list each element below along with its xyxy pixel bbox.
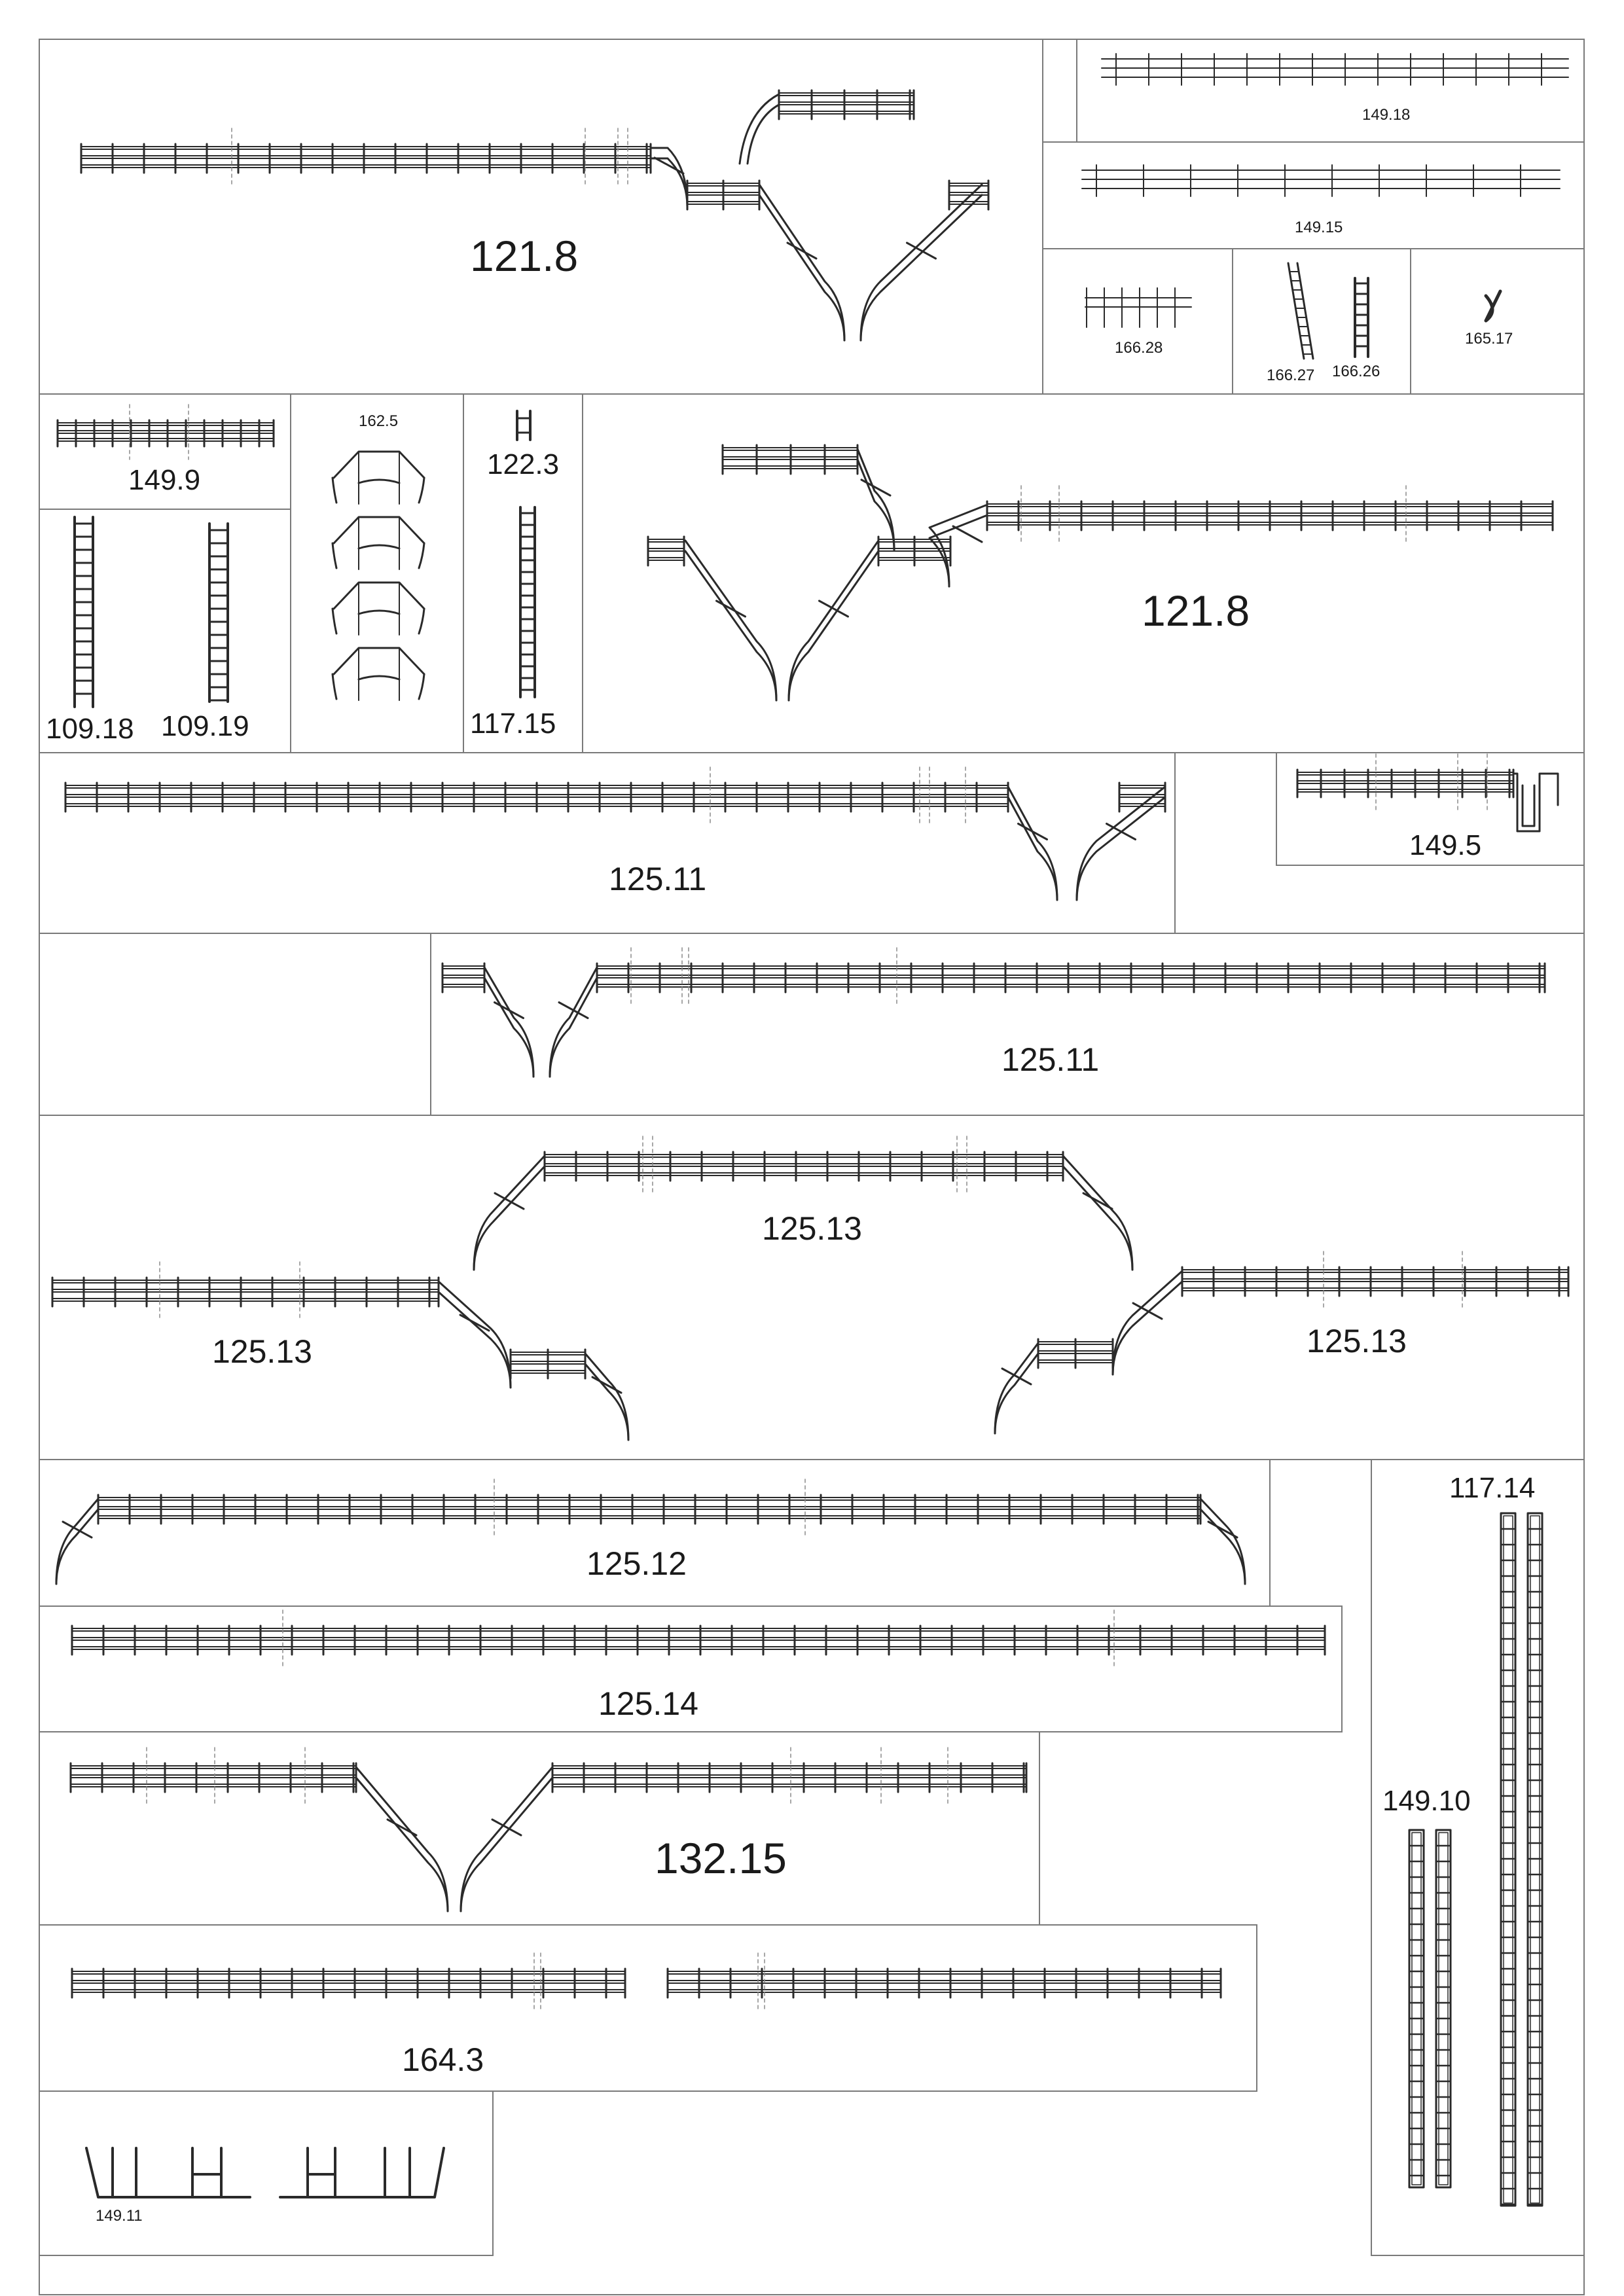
ladder-109-19 (209, 524, 228, 702)
stair-125-11-a-1 (1008, 787, 1057, 900)
part-label-125-13-left: 125.13 (212, 1333, 312, 1370)
part-label-149-9: 149.9 (128, 464, 201, 496)
ladder-117-15 (520, 507, 535, 697)
panel-frame (431, 933, 1584, 1115)
railing-125-13-right-landing (1038, 1339, 1113, 1368)
part-label-121-8-mid: 121.8 (1142, 586, 1250, 635)
railing-125-12 (98, 1479, 1200, 1537)
part-label-164-3: 164.3 (402, 2041, 484, 2078)
railing-125-11-a-short (1119, 783, 1165, 812)
panel-frame (291, 394, 463, 753)
railing-125-14 (72, 1610, 1325, 1668)
panel-frame (39, 1732, 1039, 1925)
railing-149-9 (58, 404, 274, 459)
railing-121-8-mid-long (987, 486, 1553, 543)
stair-132-15-r (461, 1767, 552, 1911)
panel-frame (39, 2091, 493, 2255)
part-label-125-14: 125.14 (598, 1685, 698, 1722)
part-label-149-10: 149.10 (1382, 1785, 1471, 1817)
part-label-109-19: 109.19 (161, 710, 249, 742)
ladder-109-18 (75, 517, 93, 707)
stair-125-13-top-l (474, 1156, 545, 1270)
railing-149-5-step (1513, 774, 1558, 831)
railing-149-15 (1082, 165, 1560, 196)
stair-125-12-r (1200, 1499, 1245, 1584)
railing-132-15-right (552, 1748, 1026, 1805)
panel-frame (1411, 249, 1584, 394)
railing-166-28 (1085, 288, 1191, 327)
part-label-166-27: 166.27 (1267, 367, 1315, 384)
part-label-117-15: 117.15 (470, 708, 556, 740)
part-label-125-12: 125.12 (586, 1545, 687, 1582)
railing-121-8-mid-upper (723, 445, 857, 474)
railing-125-13-left (52, 1262, 439, 1319)
part-label-166-28: 166.28 (1115, 339, 1163, 357)
panel-frame (1043, 249, 1233, 394)
ladder-117-14-a (1501, 1513, 1515, 2206)
railing-132-15-left (71, 1748, 356, 1805)
railing-149-5 (1297, 754, 1513, 810)
railing-121-8-landing (687, 181, 759, 209)
stair-121-8-b (861, 185, 982, 340)
stair-121-8-mid-drop (929, 505, 986, 586)
railing-125-13-right (1182, 1251, 1568, 1309)
railing-149-18 (1102, 54, 1568, 85)
railing-149-11 (86, 2148, 444, 2197)
stair-125-11-b-2 (550, 967, 597, 1077)
stair-121-8-mid-upper (857, 449, 894, 550)
stair-125-13-right (1113, 1271, 1182, 1374)
stair-125-13-top-r (1063, 1156, 1132, 1270)
ladder-149-10-b (1436, 1830, 1451, 2187)
part-label-149-18: 149.18 (1362, 106, 1411, 124)
part-label-149-5: 149.5 (1409, 829, 1482, 861)
part-label-149-11: 149.11 (96, 2207, 143, 2225)
railing-121-8-mid-short (648, 537, 684, 565)
part-label-165-17: 165.17 (1465, 330, 1513, 348)
bracket-165-17 (1486, 291, 1500, 321)
panel-frame (1077, 39, 1584, 142)
railing-121-8-long (81, 128, 651, 186)
part-label-125-13-right: 125.13 (1307, 1323, 1407, 1359)
panel-frame (39, 1460, 1270, 1606)
ladder-117-14-b (1528, 1513, 1542, 2206)
panel-frame (39, 1925, 1257, 2091)
part-label-125-13-top: 125.13 (762, 1210, 862, 1247)
ladder-122-3 (517, 411, 530, 440)
part-label-125-11-a: 125.11 (609, 861, 707, 897)
railing-125-13-top (545, 1136, 1063, 1194)
stair-121-8-a (759, 185, 844, 340)
railing-164-3-left (72, 1953, 625, 2011)
stair-121-8-mid-b (789, 541, 878, 700)
part-label-132-15: 132.15 (655, 1834, 787, 1882)
railing-125-11-b-short (442, 963, 484, 992)
hoops-162-5 (333, 452, 424, 700)
stair-132-15-l (356, 1767, 448, 1911)
part-label-109-18: 109.18 (46, 713, 134, 745)
railing-125-11-b (597, 948, 1545, 1005)
stair-125-13-right-end (995, 1343, 1038, 1433)
ladder-166-27 (1288, 263, 1313, 359)
railing-125-11-a (65, 767, 1008, 825)
part-label-162-5: 162.5 (359, 412, 399, 430)
panel-frame (1233, 249, 1411, 394)
part-label-121-8-top: 121.8 (470, 232, 579, 280)
panel-frame (1371, 1460, 1584, 2255)
stair-121-8-mid-a (685, 541, 776, 700)
stair-121-8-upper (740, 94, 779, 164)
stair-125-13-left-end (585, 1354, 628, 1440)
stair-125-12-l (56, 1499, 98, 1584)
railing-125-13-left-landing (511, 1350, 585, 1378)
stair-125-13-left (439, 1282, 511, 1388)
part-label-149-15: 149.15 (1295, 219, 1343, 236)
ladder-166-26 (1355, 278, 1368, 357)
part-label-122-3: 122.3 (487, 448, 560, 480)
railing-121-8-upper (779, 90, 914, 119)
part-label-117-14: 117.14 (1449, 1472, 1536, 1504)
railing-164-3-right (668, 1953, 1221, 2011)
stair-121-8-down (651, 148, 687, 207)
part-label-125-11-b: 125.11 (1001, 1041, 1100, 1078)
ladder-149-10-a (1409, 1830, 1424, 2187)
part-label-166-26: 166.26 (1332, 363, 1380, 380)
stair-125-11-b-1 (484, 967, 533, 1077)
panel-frame (39, 753, 1175, 933)
